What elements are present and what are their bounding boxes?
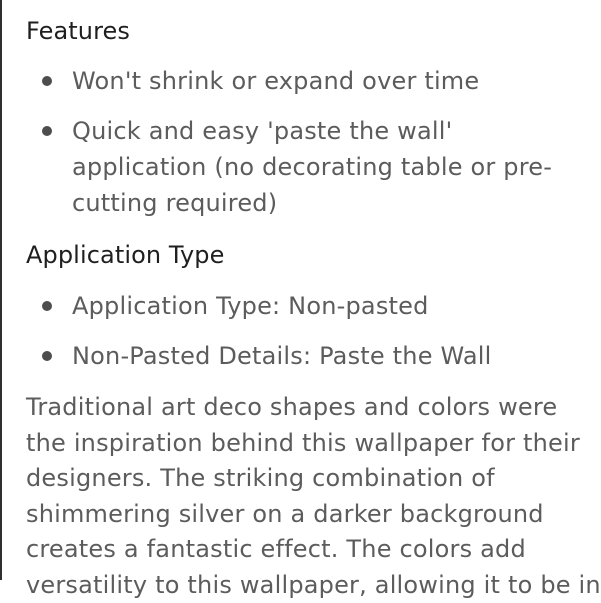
description-line: the inspiration behind this wallpaper for their (26, 426, 586, 462)
bullet-icon (42, 76, 52, 86)
left-divider (0, 0, 2, 580)
product-description (26, 390, 586, 603)
application-type-heading: Application Type (26, 240, 224, 270)
bullet-icon (42, 351, 52, 361)
list-item-text-line: cutting required) (72, 185, 552, 221)
list-item (26, 338, 492, 374)
list-item (26, 113, 552, 221)
description-line: designers. The striking combination of (26, 461, 586, 497)
bullet-icon (42, 126, 52, 136)
description-line: shimmering silver on a darker background (26, 497, 586, 533)
application-type-list (26, 288, 492, 374)
list-item-text: Won't shrink or expand over time (72, 67, 479, 95)
list-item (26, 288, 492, 324)
list-item-text: Non-Pasted Details: Paste the Wall (72, 342, 492, 370)
description-line: versatility to this wallpaper, allowing it to be in (26, 568, 586, 603)
bullet-icon (42, 301, 52, 311)
description-line: creates a fantastic effect. The colors add (26, 532, 586, 568)
list-item-text-line: Quick and easy 'paste the wall' (72, 113, 552, 149)
features-heading: Features (26, 16, 130, 46)
features-list (26, 63, 552, 221)
list-item-text-line: application (no decorating table or pre- (72, 149, 552, 185)
list-item (26, 63, 552, 99)
list-item-text: Application Type: Non-pasted (72, 292, 429, 320)
description-line: Traditional art deco shapes and colors were (26, 390, 586, 426)
